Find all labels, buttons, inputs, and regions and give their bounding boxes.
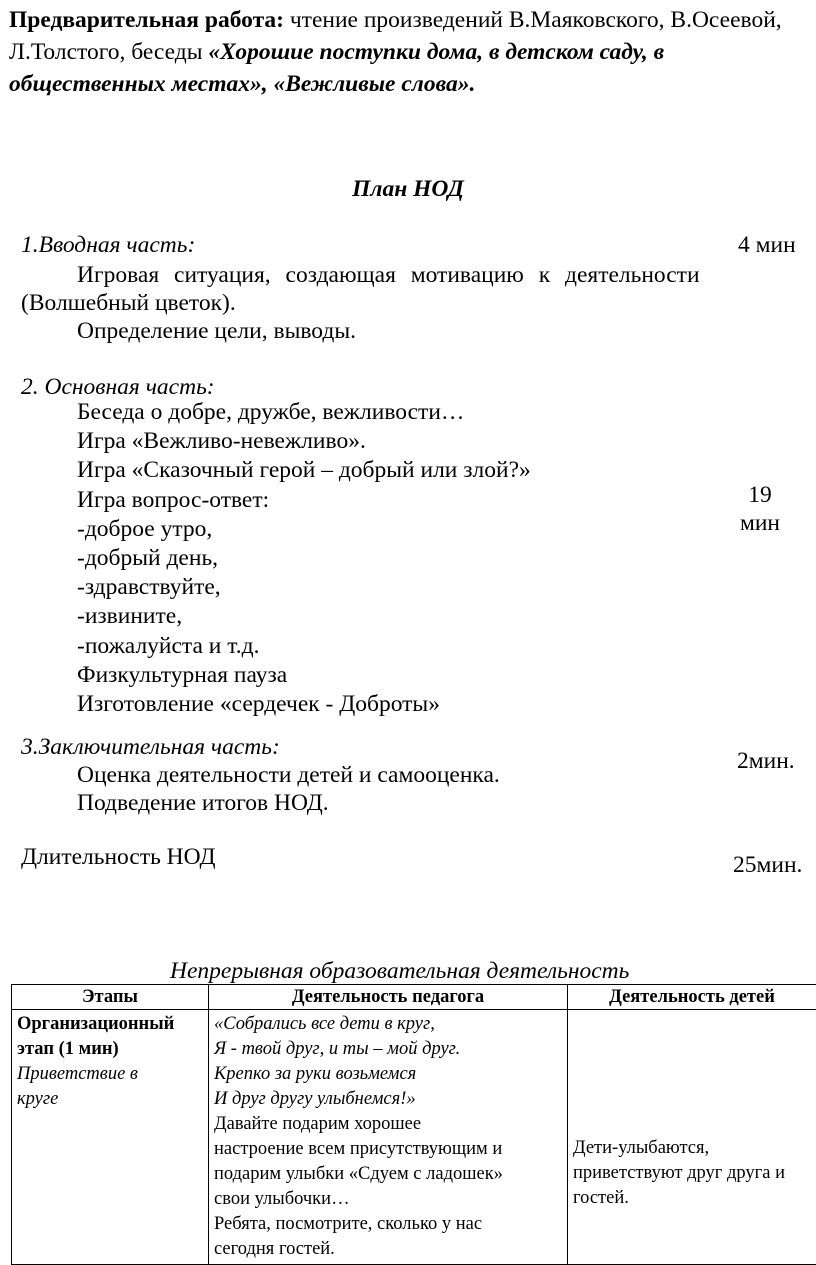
teacher-cell <box>209 1010 568 1265</box>
part3-line-1: Оценка деятельности детей и самооценка. <box>77 760 500 790</box>
table-row <box>12 1010 816 1265</box>
teacher-text-line: Ребята, посмотрите, сколько у нас <box>214 1212 562 1237</box>
stage-cell <box>12 1010 209 1265</box>
part3-line-2: Подведение итогов НОД. <box>77 788 329 818</box>
part1-heading: 1.Вводная часть: <box>21 230 195 260</box>
part2-time-number: 19 <box>720 480 800 510</box>
prelim-lead: Предварительная работа: <box>9 7 284 33</box>
part2-item: -пожалуйста и т.д. <box>77 632 531 661</box>
part3-heading: 3.Заключительная часть: <box>21 732 280 762</box>
stage-duration: этап (1 мин) <box>17 1037 203 1062</box>
part2-item: -добрый день, <box>77 544 531 573</box>
part2-heading: 2. Основная часть: <box>21 372 215 402</box>
table-caption: Непрерывная образовательная деятельность <box>170 956 629 986</box>
teacher-text-line: подарим улыбки «Сдуем с ладошек» <box>214 1162 562 1187</box>
part1-line-3: Определение цели, выводы. <box>77 316 356 346</box>
stage-subtitle-cont: круге <box>17 1087 203 1112</box>
teacher-text-line: настроение всем присутствующим и <box>214 1137 562 1162</box>
part1-line-2: (Волшебный цветок). <box>21 288 236 318</box>
children-text-line: Дети-улыбаются, <box>573 1136 811 1161</box>
prelim-line-3: общественных местах», «Вежливые слова». <box>9 69 475 99</box>
poem-line: Я - твой друг, и ты – мой друг. <box>214 1037 562 1062</box>
part1-line-1-text: Игровая ситуация, создающая мотивацию к деятельности <box>77 260 700 290</box>
children-cell <box>568 1010 816 1265</box>
poem-line: «Собрались все дети в круг, <box>214 1012 562 1037</box>
part2-time-unit: мин <box>720 508 800 538</box>
stage-subtitle: Приветствие в <box>17 1062 203 1087</box>
poem-line: Крепко за руки возьмемся <box>214 1062 562 1087</box>
poem-line: И друг другу улыбнемся!» <box>214 1087 562 1112</box>
header-teacher: Деятельность педагога <box>209 985 568 1010</box>
prelim-line-1-text: чтение произведений В.Маяковского, В.Осеевой, <box>284 7 782 33</box>
table-header-row <box>12 985 816 1010</box>
teacher-text-line: Давайте подарим хорошее <box>214 1112 562 1137</box>
header-stages: Этапы <box>12 985 209 1010</box>
part2-item: -здравствуйте, <box>77 573 531 602</box>
stage-title: Организационный <box>17 1012 203 1037</box>
part2-item: -извините, <box>77 602 531 631</box>
part2-item: Физкультурная пауза <box>77 661 531 690</box>
plan-title: План НОД <box>0 174 816 204</box>
prelim-line-1 <box>9 5 782 35</box>
part1-time: 4 мин <box>738 230 796 260</box>
part2-item: Изготовление «сердечек - Доброты» <box>77 690 531 719</box>
part3-time: 2мин. <box>737 746 795 776</box>
teacher-text-line: сегодня гостей. <box>214 1237 562 1262</box>
part1-line-1 <box>77 260 713 290</box>
header-children: Деятельность детей <box>568 985 816 1010</box>
prelim-line-2-text: Л.Толстого, беседы <box>9 39 208 65</box>
children-text-line: гостей. <box>573 1186 811 1211</box>
part2-items <box>77 398 531 719</box>
duration-value: 25мин. <box>733 850 802 880</box>
teacher-text-line: свои улыбочки… <box>214 1187 562 1212</box>
duration-label: Длительность НОД <box>21 842 215 872</box>
children-text-line: приветствуют друг друга и <box>573 1161 811 1186</box>
prelim-line-2-italic: «Хорошие поступки дома, в детском саду, в <box>208 39 664 65</box>
part2-item: Беседа о добре, дружбе, вежливости… <box>77 398 531 427</box>
part2-item: -доброе утро, <box>77 515 531 544</box>
prelim-line-2 <box>9 37 664 67</box>
part2-item: Игра «Сказочный герой – добрый или злой?» <box>77 456 531 485</box>
part2-item: Игра «Вежливо-невежливо». <box>77 427 531 456</box>
part2-item: Игра вопрос-ответ: <box>77 486 531 515</box>
activity-table <box>11 984 816 1265</box>
